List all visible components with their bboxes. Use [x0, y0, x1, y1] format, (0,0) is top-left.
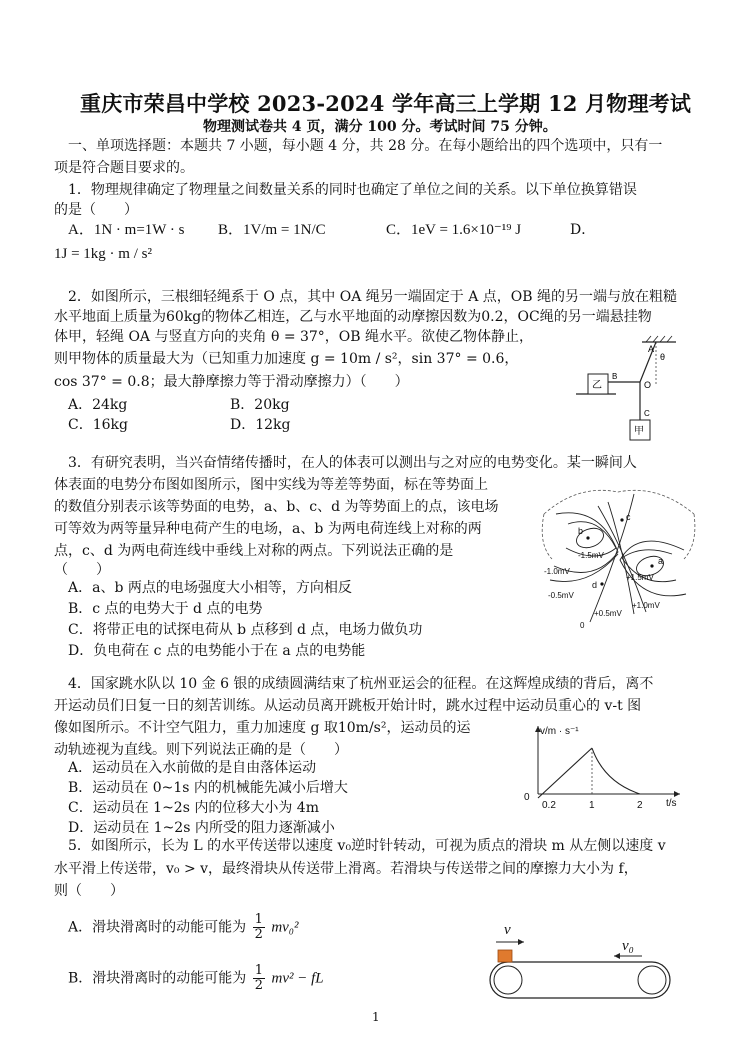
- q3-stem-line6: （ ）: [54, 562, 110, 578]
- q5-option-a-tail: mv₀²: [271, 919, 299, 936]
- exam-subtitle: 物理测试卷共 4 页，满分 100 分。考试时间 75 分钟。: [203, 119, 557, 135]
- q2-stem-line1: 2．如图所示，三根细轻绳系于 O 点，其中 OA 绳另一端固定于 A 点，OB 绳的另一端与放在粗糙: [68, 289, 677, 305]
- q4-ylabel: v/m · s⁻¹: [540, 726, 579, 737]
- q3-label-neg15: -1.5mV: [578, 551, 604, 560]
- q2-label-theta: θ: [660, 352, 666, 362]
- q3-potential-figure: [538, 484, 698, 634]
- q3-point-d: d: [592, 580, 598, 590]
- q2-option-d: D．12kg: [230, 417, 291, 433]
- q5-option-b-den: 2: [254, 978, 264, 993]
- q4-option-c: C．运动员在 1~2s 内的位移大小为 4m: [68, 800, 319, 816]
- q4-vt-graph: [520, 722, 690, 814]
- q2-block-jia: 甲: [634, 426, 644, 437]
- q2-label-o: O: [644, 380, 652, 390]
- q5-option-a-den: 2: [254, 927, 263, 942]
- q5-option-a: [68, 913, 299, 942]
- q2-label-a: A: [648, 344, 655, 354]
- q4-tick-1: 1: [589, 800, 595, 811]
- q3-label-zero: 0: [580, 621, 585, 630]
- q5-option-b: [68, 964, 324, 993]
- q4-origin: 0: [524, 792, 530, 803]
- q2-option-c: C．16kg: [68, 417, 128, 433]
- q2-stem-line5: cos 37° = 0.8；最大静摩擦力等于滑动摩擦力）（ ）: [54, 374, 409, 390]
- q2-stem-line4: 则甲物体的质量最大为（已知重力加速度 g = 10m / s²，sin 37° = 0.6，: [54, 351, 519, 367]
- q4-stem-line1: 4．国家跳水队以 10 金 6 银的成绩圆满结束了杭州亚运会的征程。在这辉煌成绩的背后，离不: [68, 676, 654, 692]
- q5-stem-line3: 则（ ）: [54, 883, 124, 899]
- q3-label-pos05: +0.5mV: [594, 609, 622, 618]
- q4-option-d: D．运动员在 1~2s 内所受的阻力逐渐减小: [68, 820, 335, 836]
- q5-stem-line1: 5．如图所示，长为 L 的水平传送带以速度 v₀逆时针转动，可视为质点的滑块 m 从左侧以速度 v: [68, 838, 666, 854]
- q3-point-c: c: [626, 512, 631, 522]
- q1-option-c: C．1eV = 1.6×10⁻¹⁹ J: [386, 222, 522, 238]
- page-number: 1: [372, 1010, 380, 1024]
- q3-option-c: C．将带正电的试探电荷从 b 点移到 d 点，电场力做负功: [68, 622, 423, 638]
- q5-conveyor-figure: [492, 924, 702, 1004]
- q1-stem-line2: 的是（ ）: [54, 202, 138, 218]
- q3-stem-line5: 点，c、d 为两电荷连线中垂线上对称的两点。下列说法正确的是: [54, 543, 454, 559]
- q5-option-b-num: 1: [254, 963, 264, 978]
- q4-stem-line3: 像如图所示。不计空气阻力，重力加速度 g 取10m/s²，运动员的运: [54, 720, 471, 736]
- q3-label-neg10: -1.0mV: [544, 567, 570, 576]
- q4-tick-02: 0.2: [542, 800, 556, 811]
- q2-label-b: B: [612, 372, 618, 381]
- q2-label-c: C: [644, 409, 650, 418]
- q3-label-pos10: +1.0mV: [632, 601, 660, 610]
- section-intro-line2: 项是符合题目要求的。: [54, 160, 194, 176]
- q4-tick-2: 2: [637, 800, 643, 811]
- q1-option-b: B．1V/m = 1N/C: [218, 222, 326, 238]
- q5-label-v0: v₀: [622, 938, 634, 954]
- q3-option-b: B．c 点的电势大于 d 点的电势: [68, 601, 263, 617]
- q3-label-pos15: +1.5mV: [626, 573, 654, 582]
- q5-option-b-tail: mv² − fL: [271, 970, 324, 987]
- q4-stem-line4: 动轨迹视为直线。则下列说法正确的是（ ）: [54, 742, 348, 758]
- q3-point-b: b: [578, 526, 584, 536]
- q2-block-yi: 乙: [592, 380, 602, 391]
- exam-title: 重庆市荣昌中学校 2023-2024 学年高三上学期 12 月物理考试: [80, 91, 692, 116]
- q1-option-d-label: D．: [570, 222, 596, 238]
- q3-stem-line1: 3．有研究表明，当兴奋情绪传播时，在人的体表可以测出与之对应的电势变化。某一瞬间人: [68, 455, 637, 471]
- q4-stem-line2: 开运动员们日复一日的刻苦训练。从运动员离开跳板开始计时，跳水过程中运动员重心的 v-t 图: [54, 698, 642, 714]
- q1-stem-line1: 1．物理规律确定了物理量之间数量关系的同时也确定了单位之间的关系。以下单位换算错误: [68, 182, 637, 198]
- q2-stem-line2: 水平地面上质量为60kg的物体乙相连，乙与水平地面的动摩擦因数为0.2，OC绳的另一端悬挂物: [54, 309, 652, 325]
- q3-point-a: a: [658, 556, 664, 566]
- q3-stem-line3: 的数值分别表示该等势面的电势，a、b、c、d 为等势面上的点，该电场: [54, 499, 499, 515]
- q3-label-neg05: -0.5mV: [548, 591, 574, 600]
- q4-option-b: B．运动员在 0~1s 内的机械能先减小后增大: [68, 780, 348, 796]
- q3-option-d: D．负电荷在 c 点的电势能小于在 a 点的电势能: [68, 643, 366, 659]
- q5-label-v: v: [504, 922, 511, 938]
- q3-stem-line4: 可等效为两等量异种电荷产生的电场，a、b 为两电荷连线上对称的两: [54, 521, 482, 537]
- q2-rope-figure: [576, 336, 686, 446]
- q1-option-d: 1J = 1kg · m / s²: [54, 246, 152, 262]
- q3-option-a: A．a、b 两点的电场强度大小相等，方向相反: [68, 580, 352, 596]
- section-intro-line1: 一、单项选择题：本题共 7 小题，每小题 4 分，共 28 分。在每小题给出的四个选项中，只有一: [68, 138, 663, 154]
- q4-xlabel: t/s: [666, 798, 677, 809]
- q2-option-a: A．24kg: [68, 397, 128, 413]
- q3-stem-line2: 体表面的电势分布图如图所示，图中实线为等差等势面，标在等势面上: [54, 477, 488, 493]
- q2-stem-line3: 体甲，轻绳 OA 与竖直方向的夹角 θ = 37°，OB 绳水平。欲使乙物体静止，: [54, 329, 534, 345]
- q4-option-a: A．运动员在入水前做的是自由落体运动: [68, 760, 317, 776]
- q5-option-a-num: 1: [254, 912, 263, 927]
- q1-option-a: A．1N · m=1W · s: [68, 222, 185, 238]
- q5-option-b-prefix: B．滑块滑离时的动能可能为: [68, 970, 247, 987]
- q5-stem-line2: 水平滑上传送带，v₀ > v，最终滑块从传送带上滑离。若滑块与传送带之间的摩擦力大小为 f，: [54, 861, 638, 877]
- q5-option-a-prefix: A．滑块滑离时的动能可能为: [68, 919, 247, 936]
- q2-option-b: B．20kg: [230, 397, 290, 413]
